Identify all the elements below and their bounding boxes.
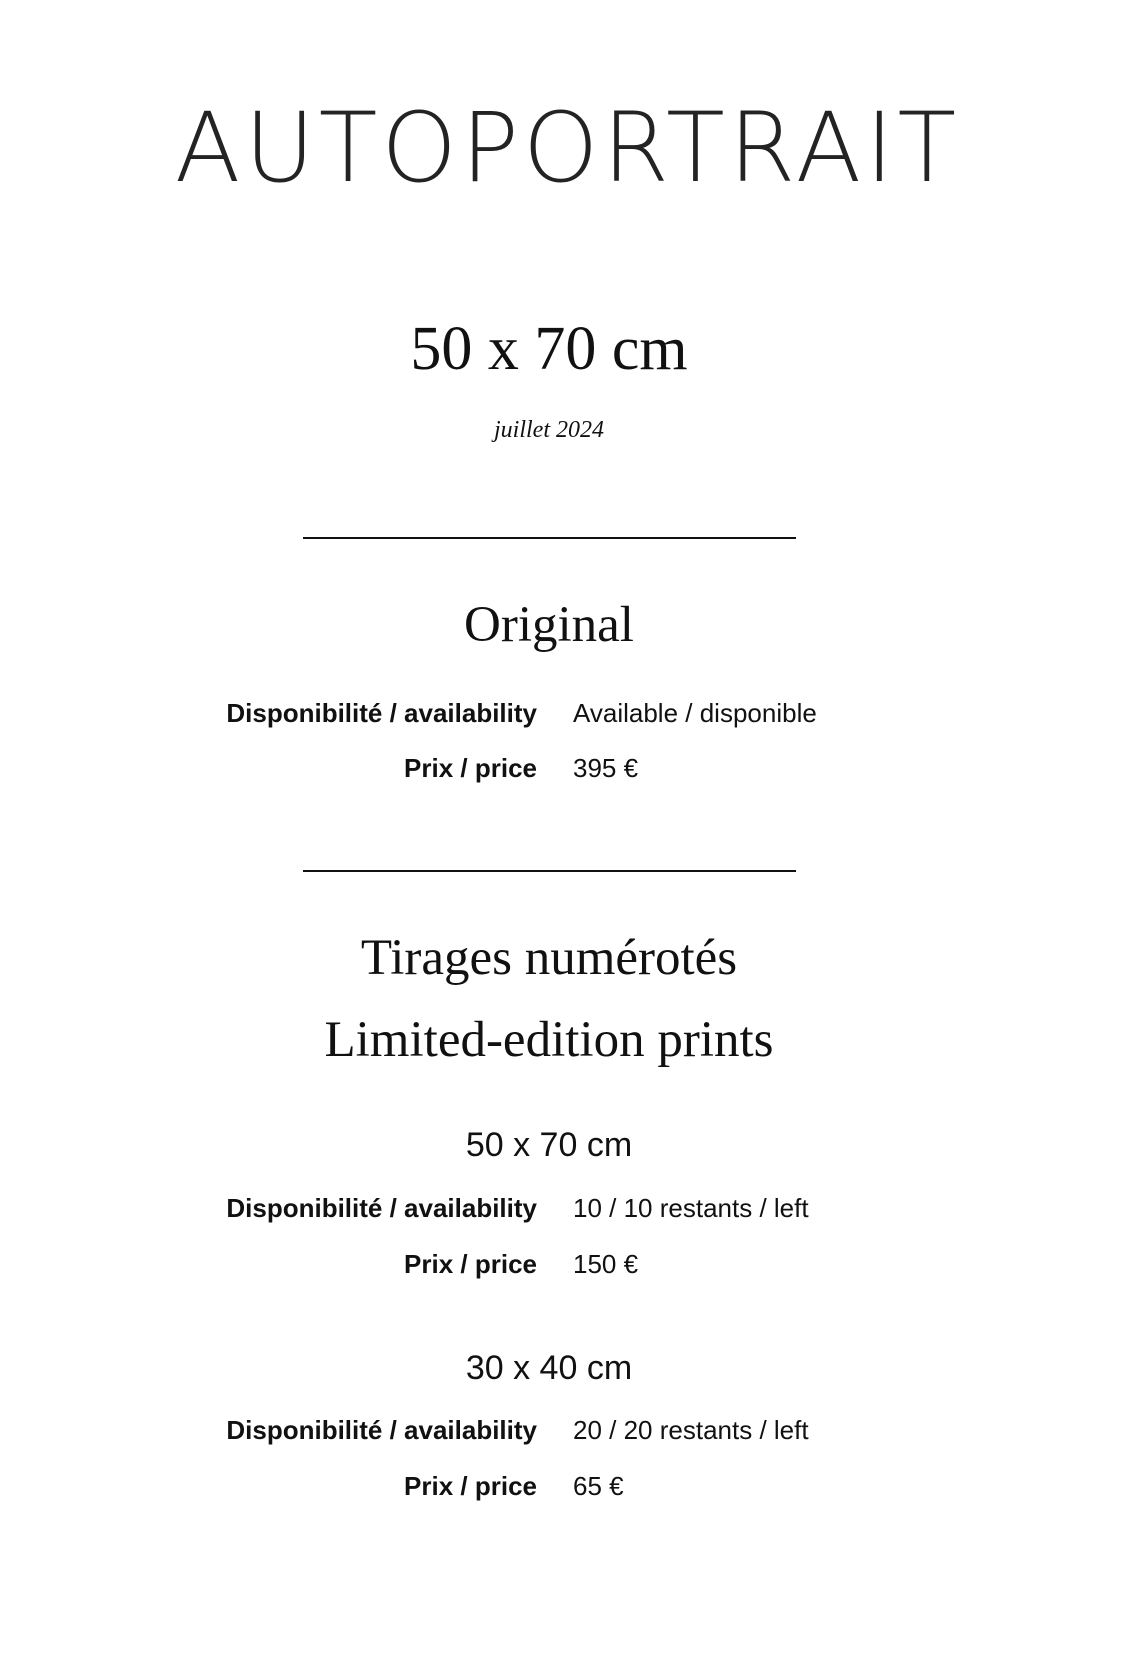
divider (303, 870, 796, 872)
print-format-size: 50 x 70 cm (465, 1126, 633, 1164)
price-value: 150 € (573, 1249, 639, 1279)
print-format-size: 30 x 40 cm (465, 1349, 633, 1387)
availability-value: 20 / 20 restants / left (573, 1415, 809, 1445)
print-availability-row (0, 1414, 1135, 1446)
page-title-text: AUTOPORTRAIT (174, 92, 961, 204)
availability-label: Disponibilité / availability (226, 1415, 537, 1445)
availability-label: Disponibilité / availability (226, 698, 537, 728)
artwork-date: juillet 2024 (494, 417, 604, 443)
price-value: 65 € (573, 1471, 624, 1501)
divider (303, 537, 796, 539)
print-price-row (0, 1470, 1135, 1502)
prints-heading-en: Limited-edition prints (324, 1012, 774, 1068)
original-price-row (0, 752, 1135, 784)
page-title (0, 92, 1135, 204)
price-label: Prix / price (404, 753, 537, 783)
original-heading: Original (464, 597, 634, 653)
availability-label: Disponibilité / availability (226, 1193, 537, 1223)
price-value: 395 € (573, 753, 639, 783)
print-price-row (0, 1248, 1135, 1280)
price-label: Prix / price (404, 1249, 537, 1279)
original-availability-row (0, 697, 1135, 729)
availability-value: Available / disponible (573, 698, 817, 728)
prints-heading-fr: Tirages numérotés (360, 930, 738, 986)
print-availability-row (0, 1192, 1135, 1224)
artwork-size: 50 x 70 cm (410, 315, 688, 383)
price-label: Prix / price (404, 1471, 537, 1501)
availability-value: 10 / 10 restants / left (573, 1193, 809, 1223)
